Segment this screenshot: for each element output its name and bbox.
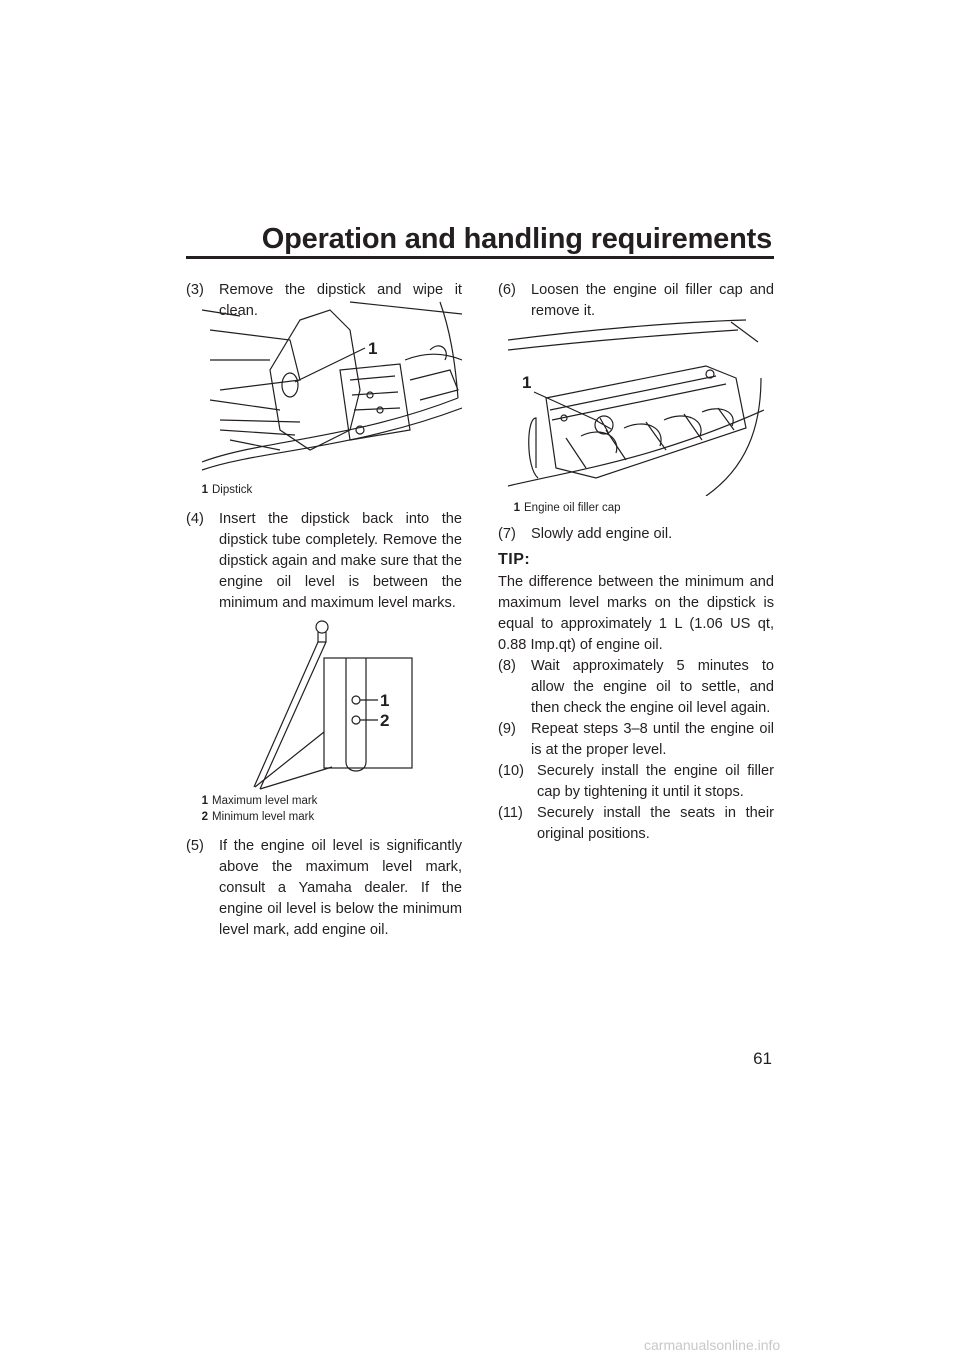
step-text: Repeat steps 3–8 until the engine oil is at the proper level. xyxy=(531,721,774,758)
step-text: Wait approximately 5 minutes to allow the engine oil to settle, and then check the engine oil level again. xyxy=(531,658,774,716)
caption-text: Dipstick xyxy=(212,484,253,496)
tip-text: The difference between the minimum and maximum level marks on the dipstick is equal to approximately 1 L (1.06 US qt, 0.88 Imp.qt) of engine oil. xyxy=(498,574,774,653)
figure-caption-min-level xyxy=(194,809,314,825)
page-title: Operation and handling requirements xyxy=(261,223,772,255)
step-7 xyxy=(498,524,774,545)
step-8 xyxy=(498,656,774,719)
header-rule xyxy=(186,256,774,259)
step-number: (7) xyxy=(498,526,516,542)
step-number: (4) xyxy=(186,511,204,527)
callout-2: 2 xyxy=(380,711,390,730)
step-text: Slowly add engine oil. xyxy=(531,526,673,542)
step-6 xyxy=(498,280,774,322)
step-10 xyxy=(498,761,774,803)
step-text: Loosen the engine oil filler cap and remove it. xyxy=(531,282,774,319)
caption-number: 2 xyxy=(201,811,208,823)
step-text: Securely install the seats in their original positions. xyxy=(537,805,774,842)
figure-caption-dipstick xyxy=(194,482,252,498)
step-number: (3) xyxy=(186,282,204,298)
caption-text: Maximum level mark xyxy=(212,795,318,807)
callout-1: 1 xyxy=(522,373,532,392)
step-5 xyxy=(186,836,462,941)
step-text: Insert the dipstick back into the dipstick tube completely. Remove the dipstick again and make sure that the engine oil level is between the minimum and maximum level marks. xyxy=(219,511,462,611)
step-number: (10) xyxy=(498,763,524,779)
tip-heading: TIP: xyxy=(498,551,531,568)
step-number: (5) xyxy=(186,838,204,854)
caption-text: Engine oil filler cap xyxy=(524,502,621,514)
step-text: Remove the dipstick and wipe it clean. xyxy=(219,282,462,319)
step-number: (6) xyxy=(498,282,516,298)
figure-caption-filler-cap xyxy=(506,500,621,516)
step-number: (9) xyxy=(498,721,516,737)
step-9 xyxy=(498,719,774,761)
caption-number: 1 xyxy=(201,795,208,807)
caption-number: 1 xyxy=(201,484,208,496)
dipstick-illustration xyxy=(200,300,462,478)
step-11 xyxy=(498,803,774,845)
callout-1: 1 xyxy=(368,339,378,358)
callout-1: 1 xyxy=(380,691,390,710)
step-4 xyxy=(186,509,462,614)
dipstick-level-marks-illustration xyxy=(240,612,420,792)
step-number: (11) xyxy=(498,805,523,821)
step-text: Securely install the engine oil filler cap by tightening it until it stops. xyxy=(537,763,774,800)
step-number: (8) xyxy=(498,658,516,674)
watermark[interactable]: carmanualsonline.info xyxy=(644,1337,781,1353)
page-number: 61 xyxy=(753,1049,772,1068)
figure-caption-max-level xyxy=(194,793,317,809)
right-column-body xyxy=(498,524,774,845)
caption-number: 1 xyxy=(513,502,520,514)
step-text: If the engine oil level is significantly above the maximum level mark, consult a Yamaha dealer. If the engine oil level is below the minimum level mark, add engine oil. xyxy=(219,838,462,938)
caption-text: Minimum level mark xyxy=(212,811,315,823)
oil-filler-cap-illustration xyxy=(506,318,766,496)
